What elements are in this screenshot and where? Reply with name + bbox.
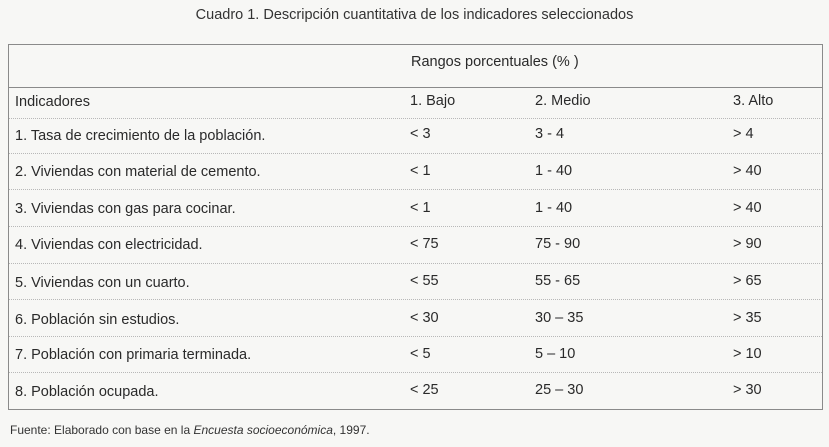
table-row-8-alto: > 30 bbox=[733, 382, 762, 398]
table-row-8-indicator: 8. Población ocupada. bbox=[15, 384, 159, 400]
table-row-8-medio: 25 – 30 bbox=[535, 382, 584, 398]
source-title: Encuesta socioeconómica bbox=[193, 423, 333, 437]
table-row-8-bajo: < 25 bbox=[410, 382, 439, 398]
table-row-6-medio: 30 – 35 bbox=[535, 310, 584, 326]
table-row-5-bajo: < 55 bbox=[410, 273, 439, 289]
table-caption: Cuadro 1. Descripción cuantitativa de los indicadores seleccionados bbox=[195, 7, 634, 23]
table-row-2-indicator: 2. Viviendas con material de cemento. bbox=[15, 164, 261, 180]
table-row-1-medio: 3 - 4 bbox=[535, 126, 565, 142]
table-row-4-medio: 75 - 90 bbox=[535, 236, 581, 252]
table-row-5-medio: 55 - 65 bbox=[535, 273, 581, 289]
header-bajo: 1. Bajo bbox=[410, 93, 456, 109]
source-prefix: Fuente: Elaborado con base en la bbox=[10, 423, 194, 437]
table-row-7-medio: 5 – 10 bbox=[535, 346, 576, 362]
source-suffix: , 1997. bbox=[332, 423, 370, 437]
table-row-3-alto: > 40 bbox=[733, 200, 762, 216]
row-divider bbox=[9, 118, 822, 119]
table-row-5-alto: > 65 bbox=[733, 273, 762, 289]
table-row-4-alto: > 90 bbox=[733, 236, 762, 252]
table-row-3-medio: 1 - 40 bbox=[535, 200, 573, 216]
row-divider bbox=[9, 336, 822, 337]
range-header: Rangos porcentuales (% ) bbox=[411, 54, 579, 70]
header-divider bbox=[9, 87, 822, 88]
table-row-1-alto: > 4 bbox=[733, 126, 754, 142]
table-row-2-bajo: < 1 bbox=[410, 163, 431, 179]
table-row-2-alto: > 40 bbox=[733, 163, 762, 179]
header-indicadores: Indicadores bbox=[15, 94, 90, 110]
table-row-1-indicator: 1. Tasa de crecimiento de la población. bbox=[15, 128, 266, 144]
row-divider bbox=[9, 153, 822, 154]
row-divider bbox=[9, 189, 822, 190]
row-divider bbox=[9, 226, 822, 227]
table-row-4-indicator: 4. Viviendas con electricidad. bbox=[15, 237, 203, 253]
table-row-6-bajo: < 30 bbox=[410, 310, 439, 326]
row-divider bbox=[9, 299, 822, 300]
header-medio: 2. Medio bbox=[535, 93, 591, 109]
source-note bbox=[10, 423, 370, 437]
indicators-table bbox=[8, 44, 823, 410]
table-row-4-bajo: < 75 bbox=[410, 236, 439, 252]
table-row-2-medio: 1 - 40 bbox=[535, 163, 573, 179]
table-row-3-indicator: 3. Viviendas con gas para cocinar. bbox=[15, 201, 236, 217]
table-row-7-indicator: 7. Población con primaria terminada. bbox=[15, 347, 252, 363]
table-row-5-indicator: 5. Viviendas con un cuarto. bbox=[15, 275, 190, 291]
table-row-3-bajo: < 1 bbox=[410, 200, 431, 216]
header-alto: 3. Alto bbox=[733, 93, 774, 109]
row-divider bbox=[9, 263, 822, 264]
table-row-7-alto: > 10 bbox=[733, 346, 762, 362]
table-row-7-bajo: < 5 bbox=[410, 346, 431, 362]
table-row-1-bajo: < 3 bbox=[410, 126, 431, 142]
row-divider bbox=[9, 372, 822, 373]
table-row-6-indicator: 6. Población sin estudios. bbox=[15, 312, 180, 328]
table-row-6-alto: > 35 bbox=[733, 310, 762, 326]
